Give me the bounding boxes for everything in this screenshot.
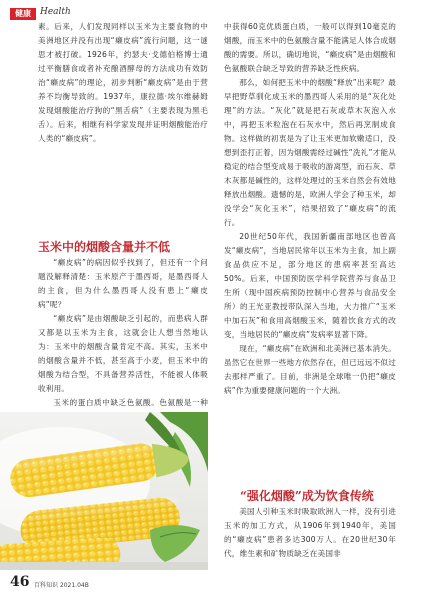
corn-photo bbox=[0, 412, 208, 570]
right-column-bottom bbox=[224, 505, 396, 561]
right-column bbox=[224, 20, 396, 398]
paragraph: 中获得60克优质蛋白质，一般可以得到10毫克的烟酸，而玉米中的色氨酸含量不能满足人体合成烟酸的需要。所以，确切地说，“癞皮病”是由烟酸和色氨酸联合缺乏导致的营养缺乏性疾病。 bbox=[224, 22, 396, 73]
page-header bbox=[0, 0, 427, 20]
section-title-corn-niacin: 玉米中的烟酸含量并不低 bbox=[38, 240, 171, 254]
section-title-fortified-niacin: “强化烟酸”成为饮食传统 bbox=[240, 489, 374, 503]
corn-illustration bbox=[0, 412, 208, 570]
page-number: 46 bbox=[10, 574, 30, 590]
paragraph: 那么，如何把玉米中的烟酸“释放”出来呢？最早把野草驯化成玉米的墨西哥人采用的是“灰化处理”的方法。“灰化”就是把石灰或草木灰泡入水中，再把玉米粒泡在石灰水中，然后再烹制成食物。这样做的初衷是为了让玉米更加软嫩适口，没想到歪打正着，因为烟酸需经过碱性“洗礼”才能从稳定的结合型变成易于吸收的游离型，而石灰、草木灰都是碱性的，这样处理过的玉米自然会有效地释放出烟酸。遗憾的是，欧洲人学会了种玉米，却没学会“灰化玉米”，结果招致了“癞皮病”的流行。 bbox=[224, 78, 396, 227]
paragraph: 素。后来，人们发现同样以玉米为主要食物的中美洲地区并没有出现“癞皮病”流行问题，这一谜思才被打破。1926年，约瑟夫·戈德伯格博士通过平衡膳食或者补充酿酒酵母的方法成功有效防治“癞皮病”的理论，初步判断“癞皮病”是由于营养不均衡导致的。1937年，康拉德·埃尔维赫姆发现烟酸能治疗狗的“黑舌病”（主要表现为黑毛舌）。后来，相继有科学家发现并证明烟酸能治疗人类的“癞皮病”。 bbox=[38, 22, 208, 143]
paragraph: 美国人引种玉米时吸取欧洲人一样，没有引进玉米的加工方式，从1906年到1940年，美国的“癞皮病”患者多达300万人。在20世纪30年代，维生素和矿物质缺乏在美国非 bbox=[224, 507, 396, 558]
left-column-top bbox=[38, 20, 208, 146]
paragraph: “癞皮病”的病因似乎找到了，但还有一个问题没解释清楚：玉米原产于墨西哥，是墨西哥人的主食，但为什么墨西哥人没有患上“癞皮病”呢？ bbox=[38, 258, 208, 309]
paragraph: 20世纪50年代，我国新疆南部地区也曾高发“癞皮病”，当地居民常年以玉米为主食，加上副食品供应不足，部分地区的患病率甚至高达50%。后来，中国预防医学科学院营养与食品卫生所（现中国疾病预防控制中心营养与食品安全所）的王光亚教授带队深入当地，大力推广“玉米中加石灰”和食用高烟酸玉米，随着饮食方式的改变，当地居民的“癞皮病”发病率显著下降。 bbox=[224, 232, 396, 339]
paragraph: 玉米的蛋白质中缺乏色氨酸。色氨酸是一种 bbox=[53, 398, 208, 407]
paragraph: “癞皮病”是由烟酸缺乏引起的，而患病人群又都是以玉米为主食，这就会让人想当然地认为：玉米中的烟酸含量肯定不高。其实，玉米中的烟酸含量并不低，甚至高于小麦，但玉米中的烟酸为结合型，不具备营养活性，不能被人体吸收利用。 bbox=[38, 314, 208, 393]
publication-info: 百科知识 2021.04B bbox=[34, 582, 89, 589]
paragraph: 现在，“癞皮病”在欧洲和北美洲已基本消失。虽然它在世界一些地方依然存在，但已远远不似过去那样严重了。目前，非洲是全球唯一仍把“癞皮病”作为重要健康问题的一个大洲。 bbox=[224, 344, 396, 395]
section-tag: 健康 bbox=[10, 8, 36, 20]
section-tag-english: Health bbox=[40, 7, 71, 17]
